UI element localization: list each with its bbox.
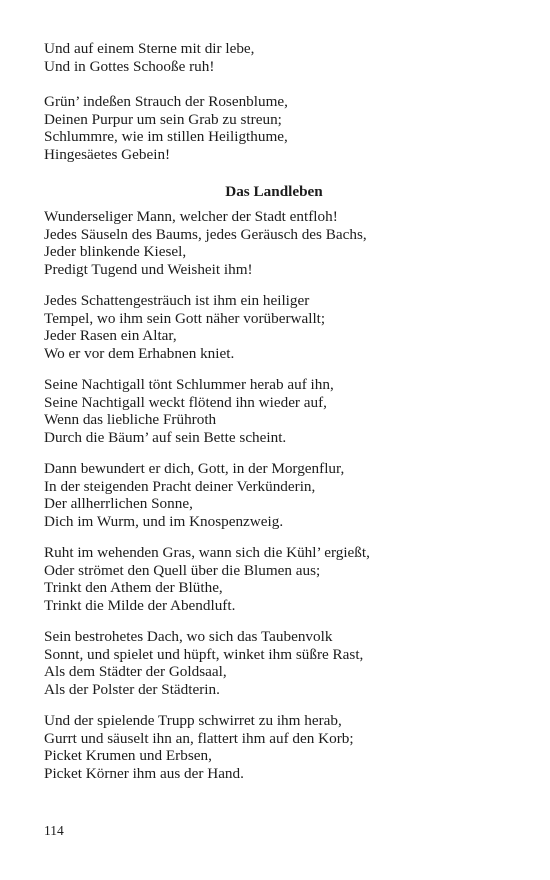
poem-stanza-1 <box>44 208 514 278</box>
verse-line: Grün’ indeßen Strauch der Rosenblume, <box>44 93 288 110</box>
verse-line: Sein bestrohetes Dach, wo sich das Taubenvolk <box>44 628 333 645</box>
verse-line: Trinkt den Athem der Blüthe, <box>44 579 223 596</box>
verse-line: Dann bewundert er dich, Gott, in der Morgenflur, <box>44 460 345 477</box>
poem-stanza-6 <box>44 628 514 698</box>
page-number: 114 <box>44 823 64 838</box>
stanza-continued-1 <box>44 40 514 75</box>
verse-line: Der allherrlichen Sonne, <box>44 495 193 512</box>
verse-line: Oder strömet den Quell über die Blumen aus; <box>44 561 321 579</box>
verse-line: Dich im Wurm, und im Knospenzweig. <box>44 512 284 530</box>
verse-line: Picket Krumen und Erbsen, <box>44 747 212 764</box>
verse-line: Predigt Tugend und Weisheit ihm! <box>44 260 253 278</box>
verse-line: Sonnt, und spielet und hüpft, winket ihm süßre Rast, <box>44 645 364 663</box>
poem-title: Das Landleben <box>225 183 323 200</box>
verse-line: Jedes Säuseln des Baums, jedes Geräusch des Bachs, <box>44 225 367 243</box>
poem-stanza-3 <box>44 376 514 446</box>
verse-line: Und auf einem Sterne mit dir lebe, <box>44 40 255 57</box>
stanza-continued-2 <box>44 93 514 163</box>
verse-line: Wenn das liebliche Frühroth <box>44 411 217 428</box>
verse-line: Jedes Schattengesträuch ist ihm ein heiliger <box>44 292 310 309</box>
verse-line: Durch die Bäum’ auf sein Bette scheint. <box>44 428 287 446</box>
poem-stanza-7 <box>44 712 514 782</box>
verse-line: Jeder Rasen ein Altar, <box>44 327 177 344</box>
verse-line: Wo er vor dem Erhabnen kniet. <box>44 344 235 362</box>
verse-line: In der steigenden Pracht deiner Verkünderin, <box>44 477 316 495</box>
verse-line: Trinkt die Milde der Abendluft. <box>44 596 236 614</box>
verse-line: Tempel, wo ihm sein Gott näher vorüberwallt; <box>44 309 326 327</box>
verse-line: Seine Nachtigall tönt Schlummer herab auf ihn, <box>44 376 334 393</box>
verse-line: Gurrt und säuselt ihn an, flattert ihm auf den Korb; <box>44 729 354 747</box>
verse-line: Picket Körner ihm aus der Hand. <box>44 764 244 782</box>
poem-stanza-2 <box>44 292 514 362</box>
verse-line: Als dem Städter der Goldsaal, <box>44 663 227 680</box>
verse-line: Und in Gottes Schooße ruh! <box>44 57 215 75</box>
verse-line: Und der spielende Trupp schwirret zu ihm herab, <box>44 712 342 729</box>
verse-line: Jeder blinkende Kiesel, <box>44 243 187 260</box>
verse-line: Als der Polster der Städterin. <box>44 680 220 698</box>
verse-line: Ruht im wehenden Gras, wann sich die Kühl’ ergießt, <box>44 544 370 561</box>
verse-line: Seine Nachtigall weckt flötend ihn wieder auf, <box>44 393 327 411</box>
verse-line: Wunderseliger Mann, welcher der Stadt entfloh! <box>44 208 338 225</box>
poem-stanza-5 <box>44 544 514 614</box>
poem-stanza-4 <box>44 460 514 530</box>
verse-line: Hingesäetes Gebein! <box>44 145 171 163</box>
verse-line: Schlummre, wie im stillen Heiligthume, <box>44 128 288 145</box>
verse-line: Deinen Purpur um sein Grab zu streun; <box>44 110 282 128</box>
